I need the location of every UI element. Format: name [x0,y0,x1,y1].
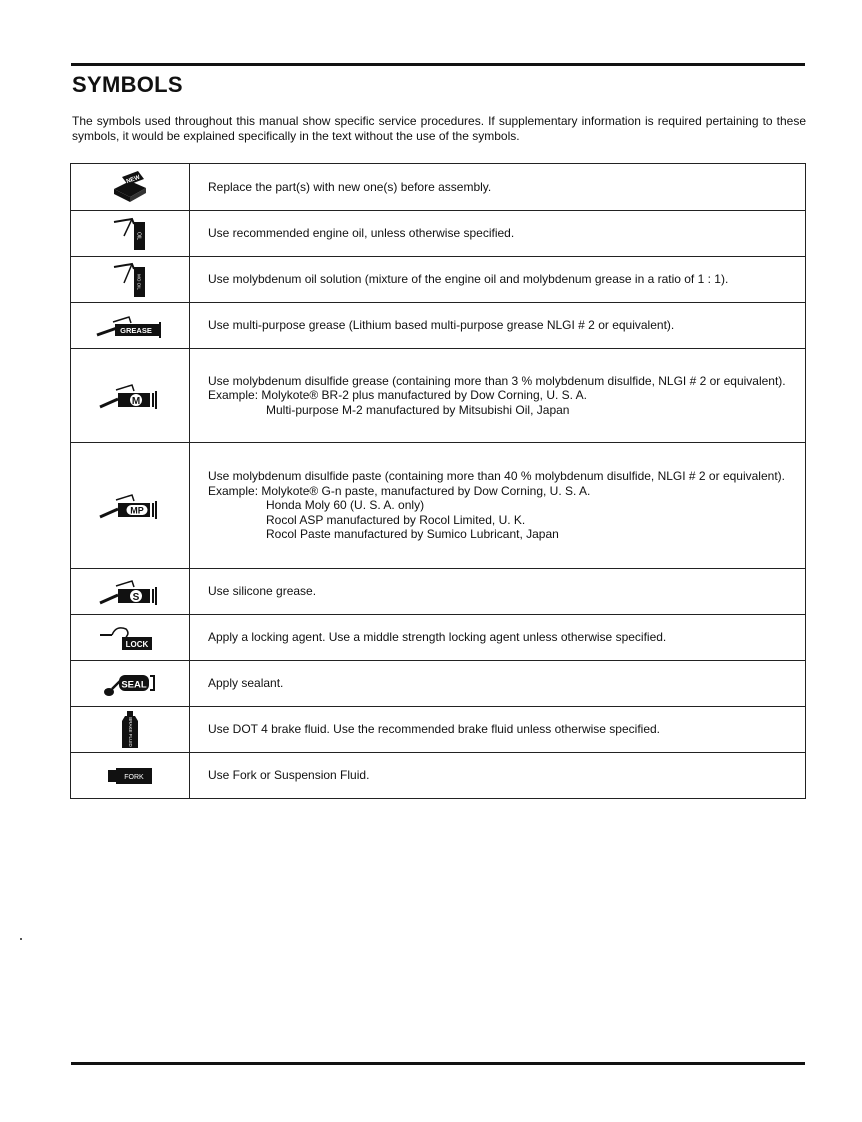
table-row [71,615,806,661]
description-line: Use DOT 4 brake fluid. Use the recommended brake fluid unless otherwise specified. [208,722,660,737]
description-line: Use silicone grease. [208,584,317,599]
brake-fluid-icon [120,716,140,747]
description-line: Example: Molykote® BR-2 plus manufactured by Dow Corning, U. S. A. [208,388,588,403]
svg-text:OIL: OIL [135,231,142,240]
silicone-grease-icon [98,583,162,603]
svg-text:LOCK: LOCK [125,639,149,649]
description-cell [190,303,806,349]
description-line: Use molybdenum oil solution (mixture of the engine oil and molybdenum grease in a ratio of 1 : 1). [208,272,729,287]
table-row [71,707,806,753]
description-cell [190,569,806,615]
svg-text:MP: MP [130,505,144,515]
description-cell [190,661,806,707]
svg-text:GREASE: GREASE [120,325,152,335]
table-row [71,443,806,569]
table-row [71,349,806,443]
svg-text:M: M [131,395,141,407]
table-row [71,164,806,211]
description-line: Honda Moly 60 (U. S. A. only) [266,498,425,513]
fork-fluid-icon [106,767,154,784]
icon-cell [71,753,190,799]
description-cell [190,615,806,661]
description-line: Use molybdenum disulfide paste (containing more than 40 % molybdenum disulfide, NLGI # 2 or equivalent). [208,469,785,484]
svg-text:MO OIL: MO OIL [136,273,142,290]
page-title: SYMBOLS [72,72,183,97]
description-cell [190,349,806,443]
table-row [71,211,806,257]
icon-cell [71,615,190,661]
description-line: Use Fork or Suspension Fluid. [208,768,370,783]
description-cell [190,257,806,303]
description-line: Apply a locking agent. Use a middle strength locking agent unless otherwise specified. [208,630,667,645]
icon-cell [71,211,190,257]
description-cell [190,443,806,569]
description-cell [190,211,806,257]
svg-text:FORK: FORK [124,773,144,781]
intro-paragraph: The symbols used throughout this manual show specific service procedures. If supplementary information is required pertaining to these symbols, it would be explained specifically in the text without the use of the symbols. [72,114,806,143]
description-cell [190,164,806,211]
grease-gun-icon [95,317,165,334]
moly-grease-icon [98,387,162,407]
new-parts-icon [108,174,152,195]
svg-text:BRAKE FLUID: BRAKE FLUID [128,716,133,747]
icon-cell [71,257,190,303]
locking-agent-icon [98,629,162,649]
description-line: Rocol ASP manufactured by Rocol Limited, U. K. [266,512,526,527]
description-line: Example: Molykote® G-n paste, manufactured by Dow Corning, U. S. A. [208,483,591,498]
description-cell [190,753,806,799]
moly-paste-icon [98,497,162,514]
scan-speck [20,938,22,940]
description-line: Replace the part(s) with new one(s) before assembly. [208,179,492,194]
icon-cell [71,349,190,443]
svg-text:S: S [132,591,140,603]
icon-cell [71,707,190,753]
svg-text:NEW: NEW [125,174,141,186]
description-line: Use multi-purpose grease (Lithium based multi-purpose grease NLGI # 2 or equivalent). [208,318,675,333]
symbols-table [70,163,806,799]
icon-cell [71,303,190,349]
sealant-icon [102,675,158,692]
description-line: Use recommended engine oil, unless otherwise specified. [208,226,515,241]
description-cell [190,707,806,753]
table-row [71,753,806,799]
bottom-rule [71,1062,805,1065]
svg-text:SEAL: SEAL [121,679,147,690]
description-line: Apply sealant. [208,676,284,691]
table-row [71,569,806,615]
description-line: Use molybdenum disulfide grease (containing more than 3 % molybdenum disulfide, NLGI # 2 or equivalent). [208,373,786,388]
table-row [71,257,806,303]
icon-cell [71,569,190,615]
icon-cell [71,443,190,569]
description-line: Rocol Paste manufactured by Sumico Lubricant, Japan [266,527,559,542]
description-line: Multi-purpose M-2 manufactured by Mitsubishi Oil, Japan [266,402,570,417]
engine-oil-can-icon [110,225,150,242]
icon-cell [71,661,190,707]
table-row [71,303,806,349]
top-rule [71,63,805,66]
table-row [71,661,806,707]
icon-cell [71,164,190,211]
moly-oil-can-icon [110,271,150,288]
